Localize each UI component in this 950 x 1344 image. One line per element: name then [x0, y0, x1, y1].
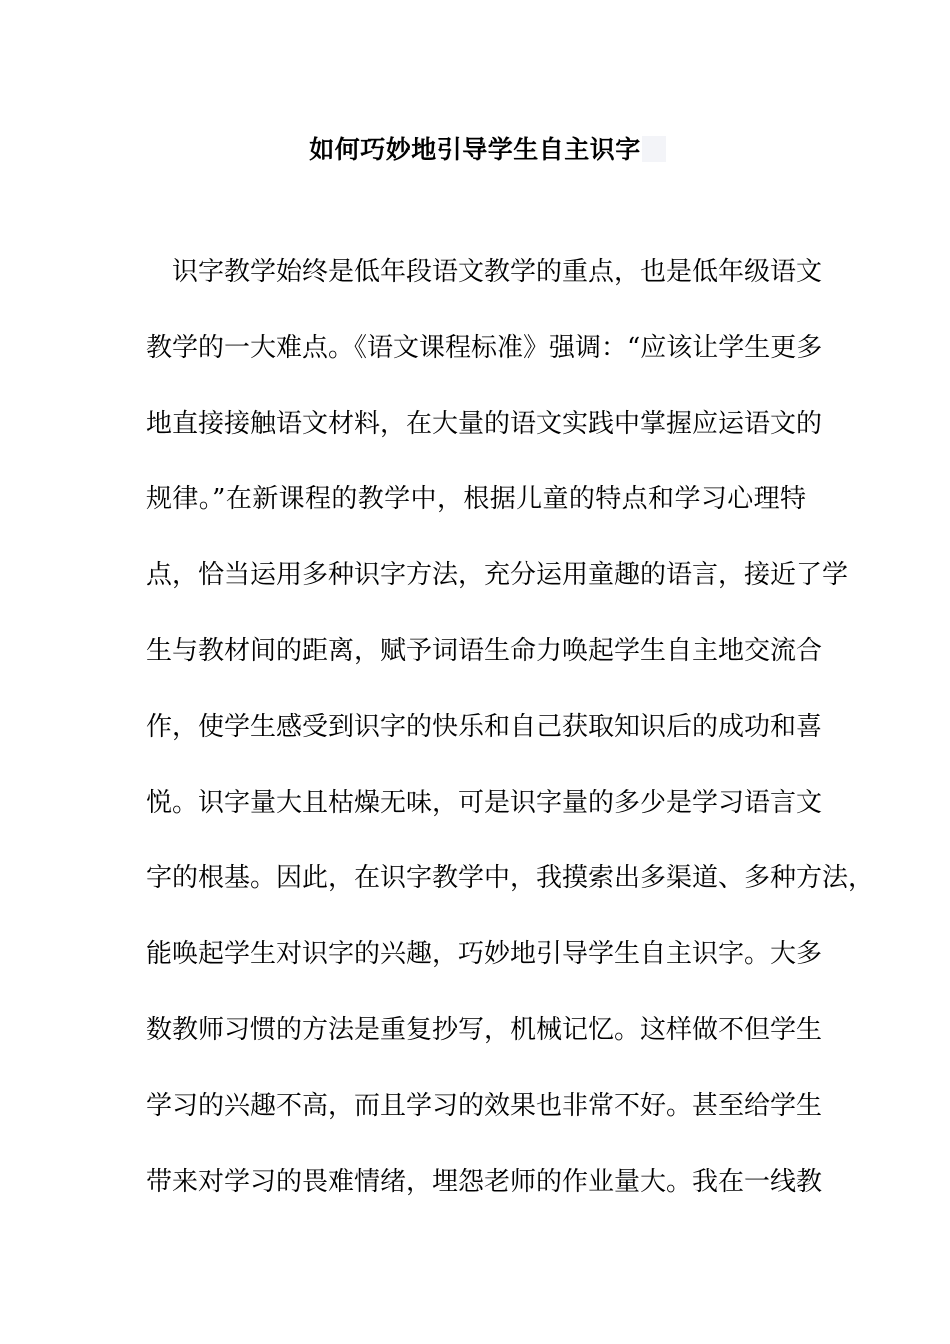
paragraph-line: 字的根基。因此，在识字教学中，我摸索出多渠道、多种方法， [146, 863, 875, 894]
paragraph-line: 教学的一大难点。《语文课程标准》强调：“应该让学生更多 [146, 332, 823, 363]
paragraph-line: 数教师习惯的方法是重复抄写，机械记忆。这样做不但学生 [146, 1014, 823, 1045]
paragraph-line: 点，恰当运用多种识字方法，充分运用童趣的语言，接近了学 [146, 560, 849, 591]
paragraph-line: 识字教学始终是低年段语文教学的重点，也是低年级语文 [172, 257, 823, 287]
paragraph-line: 生与教材间的距离，赋予词语生命力唤起学生自主地交流合 [146, 635, 823, 666]
paragraph-line: 规律。”在新课程的教学中，根据儿童的特点和学习心理特 [146, 484, 806, 515]
paragraph-line: 作，使学生感受到识字的快乐和自己获取知识后的成功和喜 [146, 711, 823, 742]
document-body [146, 252, 875, 1237]
paragraph-line: 地直接接触语文材料，在大量的语文实践中掌握应运语文的 [146, 408, 823, 439]
paragraph-line: 能唤起学生对识字的兴趣，巧妙地引导学生自主识字。大多 [146, 939, 823, 970]
paragraph-line: 带来对学习的畏难情绪，埋怨老师的作业量大。我在一线教 [146, 1166, 823, 1197]
document-title: 如何巧妙地引导学生自主识字 [309, 135, 641, 164]
paragraph-line: 悦。识字量大且枯燥无味，可是识字量的多少是学习语言文 [146, 787, 823, 818]
paragraph-line: 学习的兴趣不高，而且学习的效果也非常不好。甚至给学生 [146, 1090, 823, 1121]
